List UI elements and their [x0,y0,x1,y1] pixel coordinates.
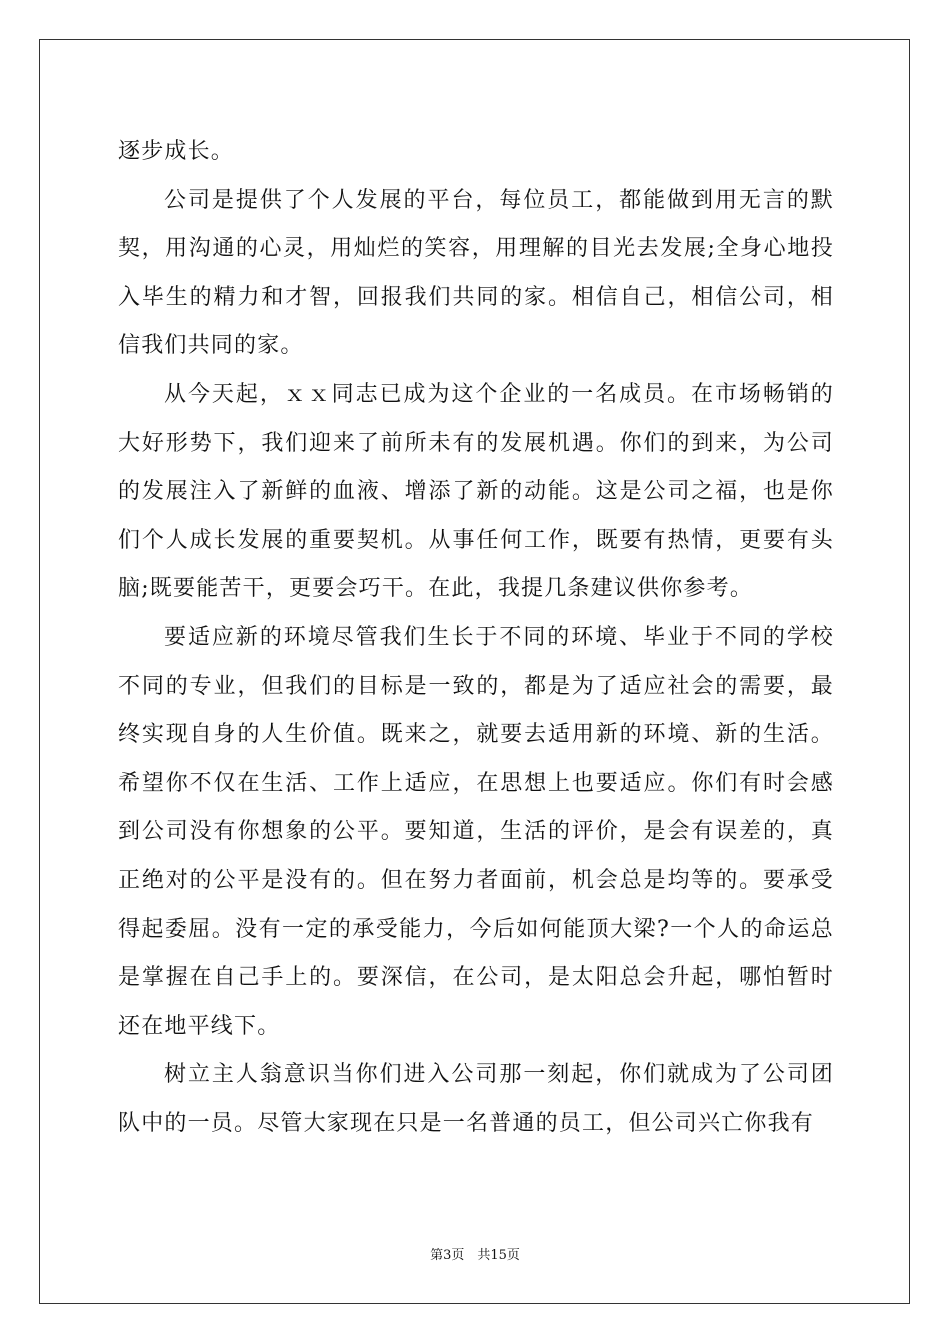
paragraph: 要适应新的环境尽管我们生长于不同的环境、毕业于不同的学校不同的专业，但我们的目标是一致的，都是为了适应社会的需要，最终实现自身的人生价值。既来之，就要去适用新的环境、新的生活。希望你不仅在生活、工作上适应，在思想上也要适应。你们有时会感到公司没有你想象的公平。要知道，生活的评价，是会有误差的，真正绝对的公平是没有的。但在努力者面前，机会总是均等的。要承受得起委屈。没有一定的承受能力，今后如何能顶大梁?一个人的命运总是掌握在自己手上的。要深信，在公司，是太阳总会升起，哪怕暂时还在地平线下。 [118,624,834,1039]
page-number: 第3页 共15页 [430,1248,520,1263]
paragraph: 公司是提供了个人发展的平台，每位员工，都能做到用无言的默契，用沟通的心灵，用灿烂的笑容，用理解的目光去发展;全身心地投入毕生的精力和才智，回报我们共同的家。相信自己，相信公司，相信我们共同的家。 [118,187,834,359]
paragraph: 树立主人翁意识当你们进入公司那一刻起，你们就成为了公司团队中的一员。尽管大家现在只是一名普通的员工，但公司兴亡你我有 [118,1062,834,1136]
paragraph-continuation: 逐步成长。 [118,139,235,164]
document-body [118,128,834,1148]
paragraph: 从今天起，ｘｘ同志已成为这个企业的一名成员。在市场畅销的大好形势下，我们迎来了前所未有的发展机遇。你们的到来，为公司的发展注入了新鲜的血液、增添了新的动能。这是公司之福，也是你们个人成长发展的重要契机。从事任何工作，既要有热情，更要有头脑;既要能苦干，更要会巧干。在此，我提几条建议供你参考。 [118,381,834,602]
